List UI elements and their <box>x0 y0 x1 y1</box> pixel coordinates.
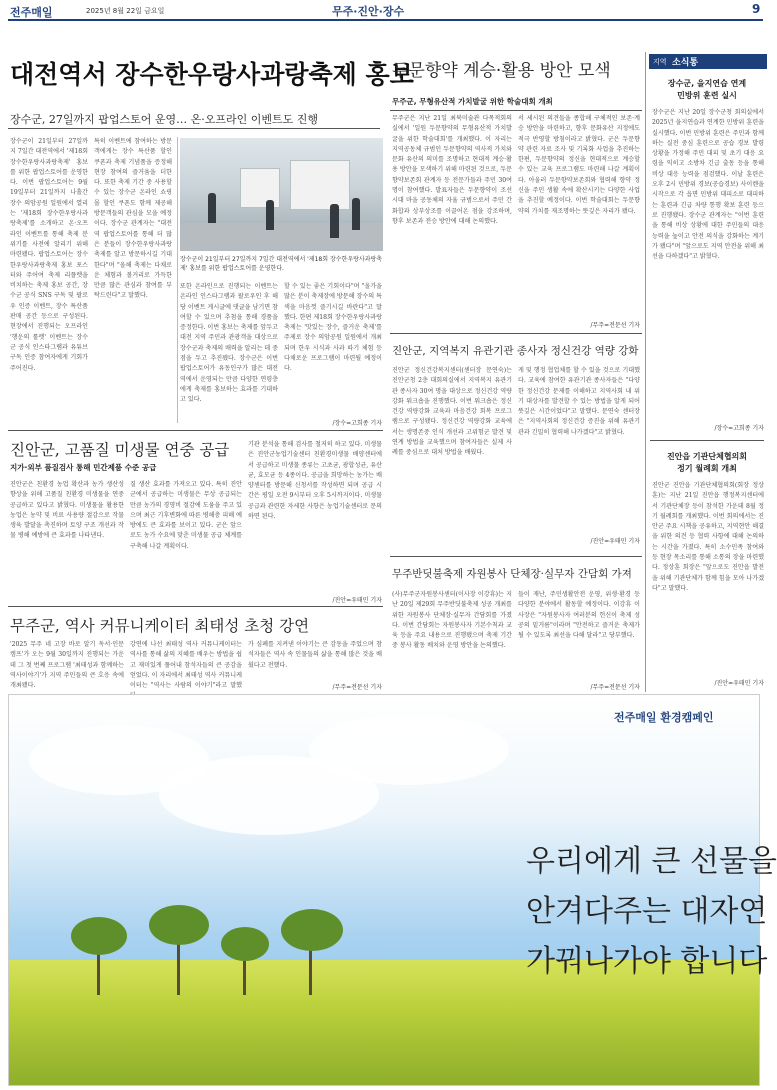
sidebar-tab-label: 지역 <box>653 58 667 66</box>
sidebar-tab-title: 소식통 <box>672 58 699 68</box>
ad-cloud <box>309 715 509 785</box>
sidebar-item1-body: 장수군은 지난 20일 장수군청 회의실에서 2025년 을지연습과 연계한 민방위 훈련을 실시했다. 이번 민방위 훈련은 주민과 함께하는 실전 중심 훈련으로 공습 경보 발령 상황을 가정해 주민 대피 및 초기 대응 요령을 익히고 소방차 긴급 출동 등을 통해 비상 대응 능력을 점검했다. 이날 훈련은 오후 2시 민방위 경보(공습경보) 사이렌을 시작으로 각 읍면 민방위 대피소로 대피하는 훈련과 긴급 차량 통행 확보 훈련 등으로 진행됐다. 장수군 관계자는 "이번 훈련을 통해 비상 상황에 대한 주민들의 대응 능력을 높이고 안전 의식을 강화하는 계기가 됐다"며 "앞으로도 지역 안전을 위해 최선을 다하겠다"고 밝혔다. <box>652 109 764 261</box>
article1-bottom-rule <box>8 430 383 431</box>
photo-person <box>330 204 339 238</box>
issue-date: 2025년 8월 22일 금요일 <box>86 7 165 15</box>
ad-message-line3: 가꿔나가야 합니다 <box>526 944 768 979</box>
article4-headline: 두문향약 계승·활용 방안 모색 <box>392 61 611 81</box>
article6-body-col1: (사)무주군자원봉사센터(이사장 이강휴)는 지난 20일 제29회 무주반딧불축제 성공 개최를 위한 자원봉사 단체장·실무자 간담회를 가졌다. 이번 간담회는 자원봉사자 기본수칙과 교육 등을 주요 내용으로 진행됐으며 축제 기간 중 봉사 활동 배치와 운영 방안을 논의했다. <box>392 591 512 650</box>
article5-headline: 진안군, 지역복지 유관기관 종사자 정신건강 역량 강화 <box>392 345 639 357</box>
article4-body-col2: 서 세시된 의견들을 종합해 구체적인 보존·계승 방안을 마련하고, 향후 문화유산 지정에도 적극 반영할 방침이라고 밝혔다. 군은 두문향약 관련 자료 조사 및 기록화 사업을 추진하는 한편, 두문향약의 정신을 현대적으로 계승할 수 있는 교육 프로그램도 마련해 나갈 계획이다. 아울러 두문향약보존회와 협력해 향약 정신을 주민 생활 속에 확산시키는 다양한 사업을 추진할 예정이다. 이번 학술대회는 두문향약의 가치를 재조명하는 뜻깊은 자리가 됐다. <box>518 115 640 215</box>
sidebar-item1-credit: /장수=고희종 기자 <box>714 425 764 432</box>
article1-col-divider <box>177 137 178 423</box>
sidebar-item2-body: 진안군 진안읍 기관단체협의회(회장 정상훈)는 지난 21일 진안읍 행정복지센터에서 기관단체장 등이 참석한 가운데 8월 정기 월례회를 개최했다. 이번 회의에서는 진안군 주요 시책을 공유하고, 지역현안 해결을 위한 의견 등 협력 사항에 대해 논의하는 시간을 가졌다. 특히 소수민족 참여와 등 현장 목소리를 통해 소통의 장을 마련했다. 정상훈 회장은 "앞으로도 진안읍 발전을 위해 기관단체가 함께 힘을 모아 나가겠다"고 말했다. <box>652 482 764 592</box>
article6-body-col2: 들이 재난, 주민생활안전 운영, 위생·환경 등 다양한 분야에서 활동할 예정이다. 이강휴 이사장은 "자원봉사자 여러분의 헌신이 축제 성공의 밑거름"이라며 "안전하고 즐거운 축제가 될 수 있도록 최선을 다해 달라"고 당부했다. <box>518 591 640 640</box>
article3-credit: /무주=전문선 기자 <box>332 684 382 691</box>
article1-rule <box>8 128 380 129</box>
article1-body-col1: 장수군이 21일부터 27일까지 7일간 대전역에서 '제18회 장수한우랑사과랑축제' 홍보를 위한 팝업스토어를 운영한다. 이번 팝업스토어는 9월 19일부터 21일까지 나흘간 장수 의암공원 일원에서 열리는 '제18회 장수한우랑사과랑축제'를 소개하고 온·오프라인 이벤트를 통해 축제 분위기를 사전에 알리기 위해 마련됐다. 팝업스토어는 장수한우랑사과랑축제 홍보 포스터와 주어여 축제 리플렛을 비치하는 축제 홍보 공간, 장수군 공식 SNS 구독 및 팔로우 인증 이벤트, 장수 특산품 판매 공간 등으로 구성된다. 현장에서 진행되는 오프라인 '행운의 룰렛' 이벤트는 장수군 공식 인스타그램과 유튜브 구독 인증 참여자에게 기회가 주어진다. <box>10 138 88 372</box>
ad-campaign-title: 전주매일 환경캠페인 <box>614 711 714 724</box>
article1-body-col3: 또한 온라인으로 진행되는 이벤트는 온라인 인스타그램과 팔로우인 후 해당 이벤트 게시글에 댓글을 남기면 참여할 수 있으며 추첨을 통해 경품을 증정한다. 이번 홍보는 축제를 앞두고 대전 지역 주민과 관광객을 대상으로 장수군과 축제의 매력을 알리는 데 중점을 두고 추진됐다. 장수군은 이번 팝업스토어가 유동인구가 많은 대전역에서 운영되는 만큼 다양한 연령층에게 축제를 홍보하는 효과를 기대하고 있다. <box>180 283 278 404</box>
article4-bottom-rule <box>390 333 642 334</box>
article1-body-col2: 특히 이벤트에 참여하는 방문객에게는 장수 특산품 할인 쿠폰과 축제 기념품을 증정해 현장 참여의 즐거움을 더한다. 또한 축제 기간 중 사용할 수 있는 장수군 온라인 쇼핑몰 할인 쿠폰도 함께 제공해 방문객들의 관심을 모을 예정이다. 장수군 관계자는 "대전역 팝업스토어를 통해 더 많은 분들이 장수한우랑사과랑축제를 알고 방문하시길 기대한다"며 "올해 축제는 다채로운 체험과 볼거리로 가득한 만큼 많은 관심과 참여를 부탁드린다"고 말했다. <box>94 138 172 300</box>
article3-headline: 무주군, 역사 커뮤니케이터 최태성 초청 강연 <box>10 617 310 635</box>
photo-person <box>208 193 216 223</box>
section-title: 무주·진안·장수 <box>332 5 405 18</box>
sidebar-divider <box>645 52 646 692</box>
article3-body-col3: 가 심폐를 지켜낸 이야기는 큰 감동을 주었으며 참석자들은 역사 속 인물들의 삶을 통해 많은 것을 배웠다고 전했다. <box>248 641 382 669</box>
article4-rule <box>390 110 642 111</box>
photo-booth <box>290 160 350 210</box>
sidebar-item2-headline: 진안읍 기관단체협의회 정기 월례회 개최 <box>666 452 748 473</box>
article2-body-col3: 기관 분석을 통해 검사를 철저히 하고 있다. 미생물은 진안군농업기술센터 친환경미생물 배양센터에서 공급하고 미생물 종류는 고초균, 광합성균, 유산균, 효모균 등 4종이다. 공급을 희망하는 농가는 배양센터를 방문해 신청서를 작성하면 되며 공급 시간은 평일 오전 9시부터 오후 5시까지이다. 미생물 공급과 관련한 자세한 사항은 농업기술센터로 문의하면 된다. <box>248 441 382 521</box>
article2-bottom-rule <box>8 606 383 607</box>
ad-message-line2: 안겨다주는 대자연 <box>526 894 768 929</box>
sidebar-item1-headline: 장수군, 을지연습 연계 민방위 훈련 실시 <box>667 79 747 100</box>
article2-subhead: 지가·외부 품질검사 통해 민간제품 수준 공급 <box>10 463 157 472</box>
article6-headline: 무주반딧불축제 자원봉사 단체장·실무자 간담회 가져 <box>392 568 632 580</box>
article5-bottom-rule <box>390 556 642 557</box>
newspaper-name: 전주매일 <box>10 6 53 19</box>
article1-photo-caption: 장수군이 21일부터 27일까지 7일간 대전역에서 '제18회 장수한우랑사과랑축제' 홍보를 위한 팝업스토어를 운영한다. <box>180 256 383 272</box>
article3-body-col2: 강연에 나선 최태성 역사 커뮤니케이터는 역사를 통해 삶의 지혜를 배우는 방법을 쉽고 재미있게 풀어내 참석자들의 큰 공감을 얻었다. 이 자리에서 최태성 역사 커뮤니케이터는 "역사는 사람의 이야기"라고 말했 <box>130 641 242 690</box>
article2-body-col2: 질 생산 효과를 가져오고 있다. 특히 진안군에서 공급하는 미생물은 무상 공급되는 만큼 농가의 경영비 절감에 도움을 주고 있으며 최근 기후변화에 따른 병해충 피해 예방에도 큰 효과를 보이고 있다. 군은 앞으로도 농가 수요에 맞춘 미생물 공급 체계를 구축해 나갈 계획이다. <box>130 481 242 550</box>
header-rule <box>8 19 763 21</box>
article6-credit: /무주=전문선 기자 <box>590 684 640 691</box>
article2-headline: 진안군, 고품질 미생물 연중 공급 <box>10 441 230 459</box>
ad-message-line1: 우리에게 큰 선물을 <box>526 844 777 879</box>
article1-photo <box>180 138 383 251</box>
ad-tree-crown <box>71 917 127 955</box>
article5-body-col1: 진안군 정신건강복지센터(센터장 문연숙)는 진안군청 2층 대회의실에서 지역복지 유관기관 종사자 30여 명을 대상으로 정신건강 역량강화 워크숍을 진행했다. 이번 워크숍은 정신건강 역량강화 교육과 마음건강 회복 프로그램으로 구성됐다. 정신건강 역량강화 교육에서는 생명존중 인식 개선과 고위험군 발견 및 연계 방법을 교육했으며 참여자들은 실제 사례를 중심으로 대처 방법을 배웠다. <box>392 367 512 457</box>
photo-person <box>266 200 274 230</box>
ad-tree-crown <box>149 905 209 945</box>
article4-subhead: 무주군, 무형유산적 가치발굴 위한 학술대회 개최 <box>392 97 553 106</box>
article4-credit: /무주=전문선 기자 <box>590 322 640 329</box>
ad-tree-crown <box>281 909 343 951</box>
article5-body-col2: 게 및 행정 협업체를 할 수 있을 것으로 기대했다. 교육에 참여한 유관기관 종사자들은 "다양한 정신건강 문제를 이해하고 지역사회 내 위기 대상자를 발견할 수 있는 방법을 알게 되어 뜻깊은 시간이었다"고 말했다. 문연숙 센터장은 "지역사회의 정신건강 증진을 위해 유관기관과 긴밀히 협력해 나가겠다"고 밝혔다. <box>518 367 640 436</box>
photo-person <box>352 198 360 230</box>
article2-credit: /진안=우태민 기자 <box>332 597 382 604</box>
article2-body-col1: 진안군은 친환경 농업 확산과 농가 생산성 향상을 위해 고품질 친환경 미생물을 연중 공급하고 있다고 밝혔다. 미생물을 활용한 농업은 농약 및 비료 사용량 절감으로 작물생육 발달을 촉진하며 토양 구조 개선과 작물 병해 예방에 큰 효과를 나타낸다. <box>10 481 124 540</box>
article3-body-col1: '2025 무주 네 고장 바로 알기 독서·인문 캠프'가 오는 9월 30일까지 진행되는 가운데 그 첫 번째 프로그램 '최태성과 함께하는 역사이야기'가 지역 주민들의 큰 호응 속에 개최됐다. <box>10 641 124 690</box>
article4-body-col1: 무주군은 지난 21일 최북미술관 다목적회의실에서 '일원 두문향약의 무형유산적 가치발굴을 위한 학술대회'를 개최했다. 이 자리는 지역공동체 규범인 두문향약의 역사적 가치와 문화 유산의 의미를 조명하고 현대적 계승·활용 방안을 모색하기 위해 마련된 것으로, 두문향약보존회 관계자 등 전문가들과 주민 30여 명이 참여했다. 발표자들은 두문향약이 조선시대 마을 공동체의 자율 규범으로서 주민 간 화합과 상부상조를 이끌어온 점을 강조하며, 향후 보존과 전승 방안에 대해 논의했다. <box>392 115 512 225</box>
article1-subhead: 장수군, 27일까지 팝업스토어 운영… 온·오프라인 이벤트도 진행 <box>10 113 318 126</box>
photo-booth <box>240 168 280 208</box>
ad-tree-crown <box>221 927 269 961</box>
page-number: 9 <box>752 2 761 16</box>
article1-headline: 대전역서 장수한우랑사과랑축제 홍보 <box>10 60 414 89</box>
sidebar-rule <box>650 440 764 441</box>
article1-credit: /장수=고희종 기자 <box>332 420 382 427</box>
article5-credit: /진안=우태민 기자 <box>590 538 640 545</box>
sidebar-item2-credit: /진안=우태민 기자 <box>714 680 764 687</box>
article1-body-col4: 할 수 있는 좋은 기회이다"며 "올가을 많은 분이 축제장에 방문해 장수의 특색을 마음껏 즐기시길 바란다"고 말했다. 한편 제18회 장수한우랑사과랑축제는 '맛있는 장수, 즐거운 축제'를 주제로 장수 의암공원 일원에서 개최되며 한우 시식과 사과 따기 체험 등 다채로운 프로그램이 마련될 예정이다. <box>284 283 382 373</box>
